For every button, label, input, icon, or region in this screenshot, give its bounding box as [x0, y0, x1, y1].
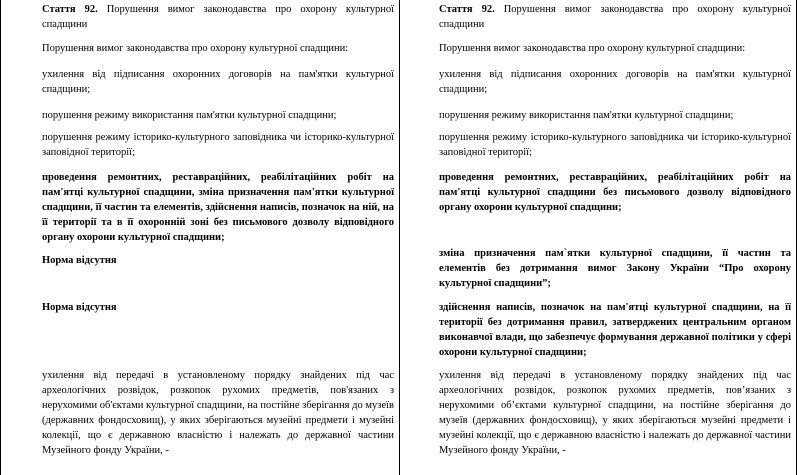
paragraph-bold: проведення ремонтних, реставраційних, реабілітаційних робіт на пам'ятці культурної спадщини без письмового дозволу відповідного органу охорони культурної спадщини; [439, 172, 791, 213]
paragraph: ухилення від передачі в установленому порядку знайдених під час археологічних розвідок, розкопок рухомих предметів, пов’язаних з нерухомими об’єктами культурної спадщини, на постійне зберігання до музеїв (державних фондосховищ), у яких зберігаються музейні предмети і музейні колекції, що є державною власністю і належать до державної частини Музейного фонду України, - [439, 370, 791, 456]
norm-absent-label: Норма відсутня [42, 255, 117, 266]
article-number: Стаття 92. [42, 4, 98, 15]
article-title: Порушення вимог законодавства про охорону культурної спадщини [439, 4, 791, 30]
paragraph: Порушення вимог законодавства про охорону культурної спадщини: [42, 43, 349, 54]
article-heading [42, 2, 394, 32]
paragraph: порушення режиму історико-культурного заповідника чи історико-культурної заповідної території; [439, 132, 791, 158]
paragraph: порушення режиму історико-культурного заповідника чи історико-культурної заповідної території; [42, 132, 394, 158]
column-divider [399, 0, 400, 475]
paragraph: Порушення вимог законодавства про охорону культурної спадщини: [439, 43, 746, 54]
paragraph-bold: здійснення написів, позначок на пам'ятці культурної спадщини, на її території без дотримання правил, затверджених центральним органом виконавчої влади, що забезпечує формування державної політики у сфері охорони культурної спадщини; [439, 302, 791, 358]
paragraph-bold: зміна призначення пам`ятки культурної спадщини, її частин та елементів без дотримання вимог Закону України “Про охорону культурної спадщини”; [439, 248, 791, 289]
paragraph: ухилення від підписання охоронних договорів на пам'ятки культурної спадщини; [42, 69, 394, 95]
norm-absent-label: Норма відсутня [42, 302, 117, 313]
paragraph: порушення режиму використання пам'ятки культурної спадщини; [42, 110, 337, 121]
paragraph-bold: проведення ремонтних, реставраційних, реабілітаційних робіт на пам'ятці культурної спадщини, зміна призначення пам'ятки культурної спадщини, її частин та елементів, здійснення написів, позначок на ній, на її території та в її охоронній зоні без письмового дозволу відповідного органу охорони культурної спадщини; [42, 172, 394, 243]
paragraph: ухилення від підписання охоронних договорів на пам'ятки культурної спадщини; [439, 69, 791, 95]
article-number: Стаття 92. [439, 4, 495, 15]
article-title: Порушення вимог законодавства про охорону культурної спадщини [42, 4, 394, 30]
paragraph: порушення режиму використання пам'ятки культурної спадщини; [439, 110, 734, 121]
paragraph: ухилення від передачі в установленому порядку знайдених під час археологічних розвідок, розкопок рухомих предметів, пов'язаних з нерухомими об'єктами культурної спадщини, на постійне зберігання до музеїв (державних фондосховищ), у яких зберігаються музейні предмети і музейні колекції, що є державною власністю і належать до державної частини Музейного фонду України, - [42, 370, 394, 456]
article-heading [439, 2, 791, 32]
